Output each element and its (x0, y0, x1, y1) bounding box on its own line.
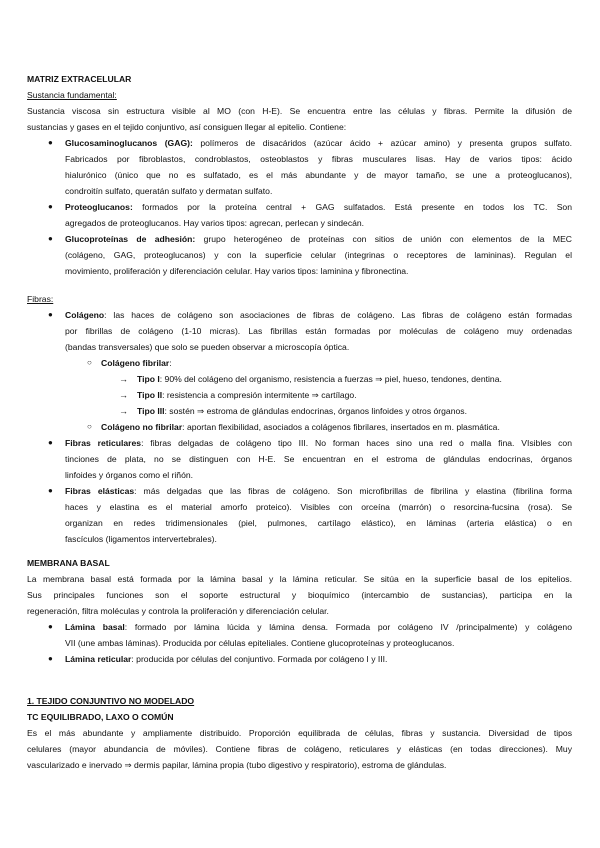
paragraph-line: tinciones de plata, no se distinguen con H-E. Se encuentran en el estroma de glándulas endocrinas, órganos (65, 454, 572, 464)
term-reticulares: Fibras reticulares (65, 438, 142, 448)
bullet-icon: ● (48, 202, 53, 211)
list-item-colageno-fibrilar (101, 355, 172, 372)
paragraph-line: por fibrillas de colágeno (1-10 micras). Las fibrillas están formadas por moléculas de colágeno muy ordenadas (65, 326, 572, 336)
paragraph-line: Sustancia viscosa sin estructura visible al MO (con H-E). Se encuentra entre las células y fibras. Permite la difusión de (27, 106, 572, 116)
paragraph-line: regeneración, filtra moléculas y controla la proliferación y diferenciación celular. (27, 606, 329, 616)
paragraph-line: haces y elastina es el material amorfo proteico). Visibles con orceína (marrón) o resorcina-fucsina (rosa). Se (65, 502, 572, 512)
list-item-text: : aportan flexibilidad, asociados a colágenos fibrilares, insertados en m. plasmática. (182, 422, 500, 432)
hollow-bullet-icon: ○ (87, 422, 92, 431)
list-item-text: : sostén ⇒ estroma de glándulas endocrinas, órganos linfoides y otros órganos. (164, 406, 467, 416)
paragraph-line: vascularizado e inervado ⇒ dermis papilar, lámina propia (tubo digestivo y respiratorio), estroma de glándulas. (27, 760, 447, 770)
bullet-icon: ● (48, 234, 53, 243)
paragraph-line: Es el más abundante y ampliamente distribuido. Proporción equilibrada de células, fibras y sustancia. Diversidad de tipos (27, 728, 572, 738)
term-tipo-1: Tipo I (137, 374, 160, 384)
list-item-tipo-2 (137, 387, 357, 404)
term-elasticas: Fibras elásticas (65, 486, 135, 496)
bullet-icon: ● (48, 654, 53, 663)
list-item-colageno-no-fibrilar (101, 419, 500, 436)
paragraph-line: (colágeno, GAG, proteoglucanos) y con la superficie celular (integrinas o receptores de lamininas). Regulan el (65, 250, 572, 260)
bullet-icon: ● (48, 486, 53, 495)
list-item-reticulares (65, 435, 572, 452)
paragraph-line: La membrana basal está formada por la lámina basal y la lámina reticular. Se sitúa en la superficie basal de los epitelios. (27, 574, 572, 584)
list-item-text: : formado por lámina lúcida y lámina densa. Formada por colágeno IV /principalmente) y colágeno (124, 622, 572, 632)
list-item-text: : fibras delgadas de colágeno tipo III. No forman haces sino una red o malla fina. VIsibles con (141, 438, 572, 448)
list-item-lamina-basal (65, 619, 572, 636)
bullet-icon: ● (48, 310, 53, 319)
list-item-glucoproteinas (65, 231, 572, 248)
paragraph-line: (bandas transversales) que solo se pueden observar a microscopía óptica. (65, 342, 350, 352)
term-lamina-basal: Lámina basal (65, 622, 125, 632)
term-colageno-no-fibrilar: Colágeno no fibrilar (101, 422, 183, 432)
paragraph-line: organizan en redes tridimensionales (piel, pulmones, cartílago elástico), en láminas (arteria elástica) o en (65, 518, 572, 528)
term-colageno: Colágeno (65, 310, 105, 320)
list-item-text: : (169, 358, 172, 368)
paragraph-line: VII (une ambas láminas). Producida por células epiteliales. Contiene glucoproteínas y proteoglucanos. (65, 638, 455, 648)
list-item-text: : las haces de colágeno son asociaciones de fibras de colágeno. Las fibras de colágeno están formadas (104, 310, 572, 320)
list-item-lamina-reticular (65, 651, 387, 668)
term-proteoglucanos: Proteoglucanos: (65, 202, 133, 212)
term-gag: Glucosaminoglucanos (GAG): (65, 138, 193, 148)
term-lamina-reticular: Lámina reticular (65, 654, 132, 664)
list-item-gag (65, 135, 572, 152)
hollow-bullet-icon: ○ (87, 358, 92, 367)
bullet-icon: ● (48, 622, 53, 631)
section-title-matriz: MATRIZ EXTRACELULAR (27, 74, 132, 84)
paragraph-line: condroitín sulfato, queratán sulfato y dermatan sulfato. (65, 186, 273, 196)
list-item-tipo-3 (137, 403, 467, 420)
paragraph-line: linfoides y órganos como el riñón. (65, 470, 194, 480)
heading-fibras: Fibras: (27, 294, 54, 304)
list-item-colageno (65, 307, 572, 324)
list-item-tipo-1 (137, 371, 502, 388)
heading-sustancia-fundamental: Sustancia fundamental: (27, 90, 117, 100)
arrow-icon: → (119, 390, 128, 400)
list-item-text: grupo heterogéneo de proteínas con sitios de unión con elementos de la MEC (195, 234, 573, 244)
list-item-elasticas (65, 483, 572, 500)
paragraph-line: Fabricados por fibroblastos, condroblastos, osteoblastos y fibras musculares lisas. Hay de varios tipos: ácido (65, 154, 572, 164)
term-tipo-3: Tipo III (137, 406, 165, 416)
list-item-text: : producida por células del conjuntivo. Formada por colágeno I y III. (131, 654, 388, 664)
arrow-icon: → (119, 406, 128, 416)
paragraph-line: agregados de proteoglucanos. Hay varios tipos: agrecan, perlecan y sindecán. (65, 218, 365, 228)
paragraph-line: movimiento, proliferación y diferenciación celular. Hay varios tipos: laminina y fibronectina. (65, 266, 409, 276)
bullet-icon: ● (48, 138, 53, 147)
list-item-text: : 90% del colágeno del organismo, resistencia a fuerzas ⇒ piel, hueso, tendones, dentina. (159, 374, 502, 384)
paragraph-line: sustancias y gases en el tejido conjuntivo, así consiguen llegar al epitelio. Contiene: (27, 122, 347, 132)
paragraph-line: hialurónico (único que no es sulfatado, es el más abundante y de mayor tamaño, se une a proteoglucanos), (65, 170, 572, 180)
bullet-icon: ● (48, 438, 53, 447)
subsection-title: TC EQUILIBRADO, LAXO O COMÚN (27, 712, 174, 722)
paragraph-line: fascículos (ligamentos intervertebrales). (65, 534, 217, 544)
list-item-proteoglucanos (65, 199, 572, 216)
term-tipo-2: Tipo II (137, 390, 163, 400)
list-item-text: : más delgadas que las fibras de colágeno. Son microfibrillas de fibrilina y elastina (fibrilina forma (134, 486, 573, 496)
list-item-text: : resistencia a compresión intermitente ⇒ cartílago. (162, 390, 357, 400)
arrow-icon: → (119, 374, 128, 384)
paragraph-line: Sus principales funciones son el soporte estructural y bioquímico (intercambio de sustancias), participa en la (27, 590, 572, 600)
section-title-tejido: 1. TEJIDO CONJUNTIVO NO MODELADO (27, 696, 195, 706)
list-item-text: formados por la proteína central + GAG sulfatados. Está presente en todos los TC. Son (132, 202, 572, 212)
list-item-text: polímeros de disacáridos (azúcar ácido + azúcar amino) y presenta grupos sulfato. (192, 138, 572, 148)
section-title-membrana: MEMBRANA BASAL (27, 558, 110, 568)
paragraph-line: celulares (mayor abundancia de móviles). Contiene fibras de colágeno, reticulares y elásticas (en todas direcciones). Muy (27, 744, 572, 754)
term-glucoproteinas: Glucoproteínas de adhesión: (65, 234, 196, 244)
term-colageno-fibrilar: Colágeno fibrilar (101, 358, 170, 368)
